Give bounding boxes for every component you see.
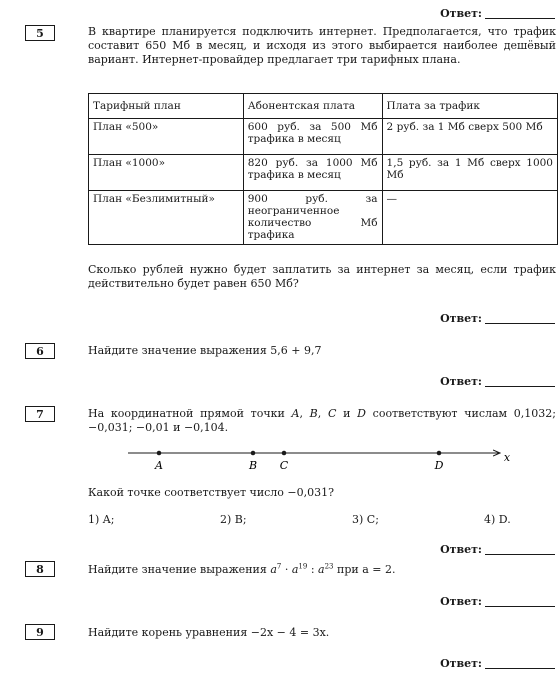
table-header-cell: Плата за трафик <box>382 94 557 119</box>
exponent: 23 <box>324 562 334 571</box>
exponent: 19 <box>298 562 308 571</box>
table-header-cell: Тарифный план <box>89 94 244 119</box>
task7-text-a: На координатной прямой точки <box>88 407 285 420</box>
answer-label: Ответ: <box>440 7 482 20</box>
task5-intro-text: В квартире планируется подключить интернет. Предполагается, что трафик составит 650 Мб в месяц, и исходя из этого выбирается наиболее дешёвый вариант. Интернет-провайдер предлагает три тарифных плана. <box>88 25 556 66</box>
table-cell: План «1000» <box>89 155 244 191</box>
table-cell: 820 руб. за 1000 Мб трафика в месяц <box>243 155 382 191</box>
answer-task7 <box>440 543 555 557</box>
task6-text: Найдите значение выражения 5,6 + 9,7 <box>88 344 322 357</box>
answer-line[interactable] <box>485 668 555 669</box>
axis-x-label: x <box>503 451 511 464</box>
answer-task8 <box>440 595 555 609</box>
task9-equation: −2x − 4 = 3x. <box>250 626 330 639</box>
point-d-label: D <box>434 459 444 472</box>
answer-label: Ответ: <box>440 657 482 670</box>
answer-label: Ответ: <box>440 375 482 388</box>
answer-task5 <box>440 312 555 326</box>
expr-base: a <box>318 563 325 576</box>
table-cell: План «Безлимитный» <box>89 191 244 245</box>
task-number-5: 5 <box>25 25 55 41</box>
point-name: C <box>327 407 337 420</box>
table-cell: 1,5 руб. за 1 Мб сверх 1000 Мб <box>382 155 557 191</box>
task9-text-a: Найдите корень уравнения <box>88 626 248 639</box>
answer-top <box>440 7 555 21</box>
point-a-label: A <box>155 459 163 472</box>
point-name: B <box>309 407 318 420</box>
answer-label: Ответ: <box>440 543 482 556</box>
option-3[interactable]: 3) C; <box>352 513 379 526</box>
table-cell: 600 руб. за 500 Мб трафика в месяц <box>243 119 382 155</box>
task8-text: Найдите значение выражения $a^7 \cdot a^{19}$ : $a^{23}$ при a = 2. <box>88 562 396 576</box>
task8-text-b: при <box>337 563 359 576</box>
point-name: D <box>357 407 366 420</box>
table-row <box>89 191 558 245</box>
expr-base: a <box>291 563 299 576</box>
expr-base: a <box>270 563 277 576</box>
task9-text <box>88 626 556 640</box>
answer-line[interactable] <box>485 323 555 324</box>
task7-question: Какой точке соответствует число −0,031? <box>88 486 335 499</box>
answer-line[interactable] <box>485 386 555 387</box>
task-number-8: 8 <box>25 561 55 577</box>
number-line <box>0 440 559 476</box>
option-1[interactable]: 1) A; <box>88 513 115 526</box>
answer-label: Ответ: <box>440 312 482 325</box>
point-c-dot <box>282 451 287 456</box>
answer-line[interactable] <box>485 606 555 607</box>
task-number-6: 6 <box>25 343 55 359</box>
task8-text-a: Найдите значение выражения <box>88 563 267 576</box>
table-cell: — <box>382 191 557 245</box>
table-cell: 2 руб. за 1 Мб сверх 500 Мб <box>382 119 557 155</box>
option-2[interactable]: 2) B; <box>220 513 247 526</box>
point-b-dot <box>251 451 256 456</box>
option-4[interactable]: 4) D. <box>484 513 511 526</box>
task-number-7: 7 <box>25 406 55 422</box>
task7-text-b: соответствуют числам 0,1032; −0,031; −0,01 и −0,104. <box>88 407 556 434</box>
answer-task6 <box>440 375 555 389</box>
table-cell: План «500» <box>89 119 244 155</box>
answer-task9 <box>440 657 555 671</box>
table-cell: 900 руб. за неограниченное количество Мб трафика <box>243 191 382 245</box>
task5-intro <box>88 25 556 67</box>
answer-line[interactable] <box>485 18 555 19</box>
task5-question-text: Сколько рублей нужно будет заплатить за интернет за месяц, если трафик действительно будет равен 650 Мб? <box>88 263 556 290</box>
tariff-table <box>88 93 558 245</box>
task7-text: На координатной прямой точки A, B, C и D соответствуют числам 0,1032; −0,031; −0,01 и −0,104. <box>88 407 556 434</box>
point-d-dot <box>437 451 442 456</box>
task5-question <box>88 263 556 291</box>
task8-condition: a = 2. <box>362 563 396 576</box>
answer-line[interactable] <box>485 554 555 555</box>
table-header-row <box>89 94 558 119</box>
point-a-dot <box>157 451 162 456</box>
point-c-label: C <box>279 459 289 472</box>
point-b-label: B <box>248 459 258 472</box>
task7-options <box>88 513 518 527</box>
exponent: 7 <box>276 562 282 571</box>
task-number-9: 9 <box>25 624 55 640</box>
point-name: A <box>291 407 300 420</box>
answer-label: Ответ: <box>440 595 482 608</box>
table-row <box>89 155 558 191</box>
table-row <box>89 119 558 155</box>
table-header-cell: Абонентская плата <box>243 94 382 119</box>
